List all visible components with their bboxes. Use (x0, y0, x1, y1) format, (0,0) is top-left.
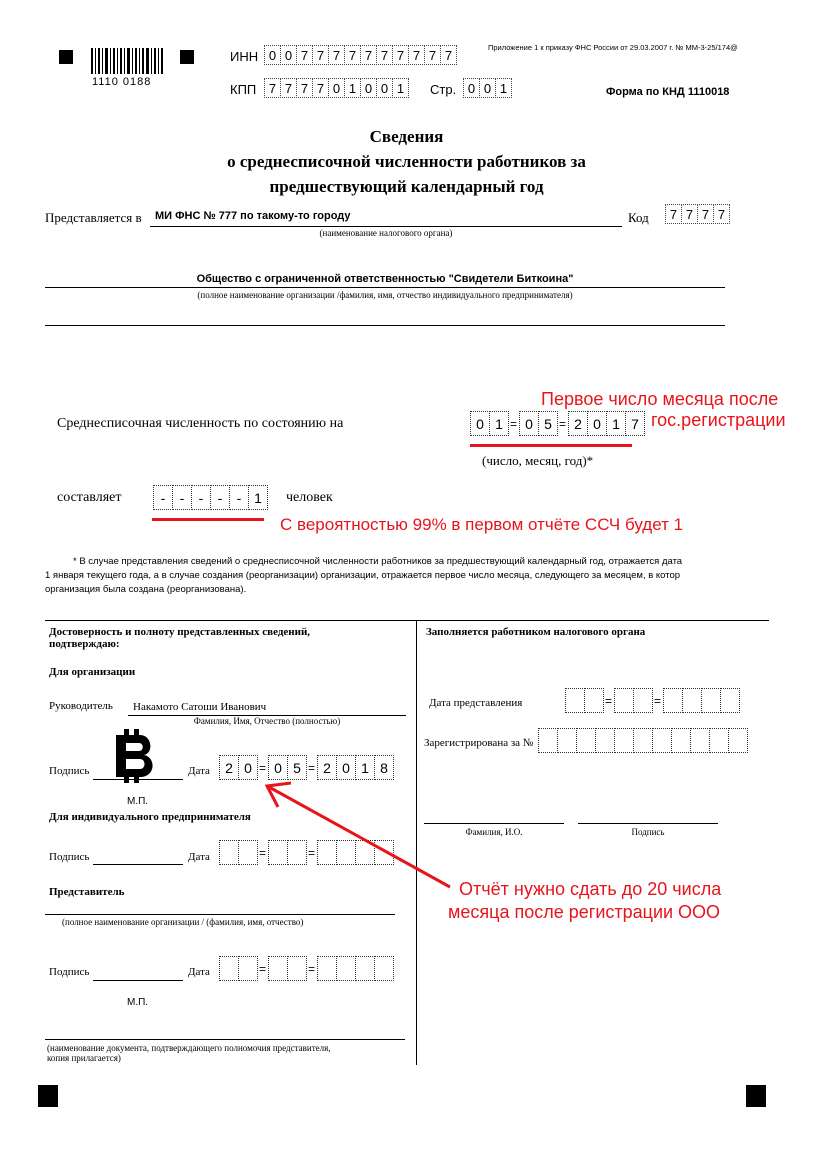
organization-second-line (45, 325, 725, 326)
inn-digit-cell: 7 (296, 45, 313, 65)
headcount-date-caption: (число, месяц, год)* (482, 453, 594, 468)
document-underline (45, 1039, 405, 1040)
submission-date-cell[interactable] (720, 688, 740, 713)
organization-caption: (полное наименование организации /фамилия, имя, отчество индивидуального предпринимателя) (197, 290, 573, 300)
authority-caption: (наименование налогового органа) (319, 228, 453, 238)
date-separator: = (654, 693, 662, 708)
inn-label: ИНН (230, 49, 259, 64)
inn-digit-cell: 7 (360, 45, 377, 65)
barcode-number: 1110 0188 (92, 76, 152, 88)
inn-digit-cell: 7 (440, 45, 457, 65)
inn-digit-cell: 0 (280, 45, 297, 65)
submission-date-cell[interactable] (682, 688, 702, 713)
code-digit-cell: 7 (665, 204, 682, 224)
form-code: Форма по КНД 1110018 (606, 86, 730, 98)
representative-date-cells[interactable] (219, 956, 393, 981)
headcount-date-cells (470, 411, 644, 436)
entrepreneur-date-cell[interactable] (219, 840, 239, 865)
org-date-digit: 0 (336, 755, 356, 780)
organization-underline (45, 287, 725, 288)
kpp-digit-cell: 1 (344, 78, 361, 98)
barcode-bars (89, 46, 167, 78)
document-caption-line1: (наименование документа, подтверждающего полномочия представителя, (47, 1043, 331, 1053)
annotation-first-day-line2: гос.регистрации (651, 410, 786, 430)
inn-cells (264, 45, 456, 65)
representative-heading: Представитель (49, 886, 125, 898)
inn-digit-cell: 7 (312, 45, 329, 65)
date-separator: = (308, 760, 316, 775)
registered-number-cell[interactable] (652, 728, 672, 753)
fio-caption: Фамилия, Имя, Отчество (полностью) (193, 716, 341, 726)
representative-date-cell[interactable] (287, 956, 307, 981)
kpp-cells (264, 78, 408, 98)
corner-marker-bottom-left (38, 1085, 58, 1107)
annotation-date-underline (470, 444, 632, 447)
inn-digit-cell: 7 (424, 45, 441, 65)
registered-number-cell[interactable] (633, 728, 653, 753)
headcount-date-digit: 7 (625, 411, 645, 436)
headcount-amount-cells (153, 485, 267, 510)
authority-code-cells (665, 204, 729, 224)
tax-fio-label: Фамилия, И.О. (465, 827, 523, 837)
inn-digit-cell: 7 (408, 45, 425, 65)
registered-number-cell[interactable] (690, 728, 710, 753)
org-date-digit: 0 (238, 755, 258, 780)
page-label: Стр. (430, 82, 457, 97)
kpp-digit-cell: 1 (392, 78, 409, 98)
org-date-digit: 2 (219, 755, 239, 780)
authority-prefix: Представляется в (45, 210, 142, 225)
entrepreneur-heading: Для индивидуального предпринимателя (49, 811, 251, 823)
org-signature-label: Подпись (49, 765, 90, 777)
date-separator: = (259, 845, 267, 860)
entrepreneur-date-label: Дата (188, 851, 210, 863)
submission-date-cell[interactable] (614, 688, 634, 713)
date-separator: = (259, 961, 267, 976)
headcount-amount-digit: - (229, 485, 249, 510)
headcount-date-digit: 1 (606, 411, 626, 436)
organization-name: Общество с ограниченной ответственностью "Свидетели Биткоина" (196, 273, 574, 285)
submission-date-cells[interactable] (565, 688, 739, 713)
headcount-date-digit: 5 (538, 411, 558, 436)
representative-date-cell[interactable] (374, 956, 394, 981)
corner-marker-bottom-right (746, 1085, 766, 1107)
tax-signature-line (578, 823, 718, 824)
registered-number-cell[interactable] (614, 728, 634, 753)
headcount-date-digit: 0 (587, 411, 607, 436)
org-date-digit: 2 (317, 755, 337, 780)
head-name: Накамото Сатоши Иванович (133, 701, 267, 713)
title-line1: Сведения (369, 127, 444, 146)
authority-code-label: Код (628, 210, 649, 225)
org-date-digit: 0 (268, 755, 288, 780)
submission-date-cell[interactable] (565, 688, 585, 713)
code-digit-cell: 7 (713, 204, 730, 224)
representative-caption: (полное наименование организации / (фамилия, имя, отчество) (62, 917, 304, 927)
inn-digit-cell: 7 (344, 45, 361, 65)
footnote-line3: организация была создана (реорганизована). (45, 584, 247, 595)
annotation-probability: С вероятностью 99% в первом отчёте ССЧ будет 1 (280, 515, 684, 534)
registered-number-cell[interactable] (576, 728, 596, 753)
representative-date-cell[interactable] (317, 956, 337, 981)
inn-digit-cell: 7 (392, 45, 409, 65)
registered-number-cells[interactable] (538, 728, 747, 753)
code-digit-cell: 7 (681, 204, 698, 224)
entrepreneur-signature-label: Подпись (49, 851, 90, 863)
title-line3: предшествующий календарный год (269, 177, 544, 196)
confirm-heading-line2: подтверждаю: (49, 638, 120, 650)
kpp-digit-cell: 0 (360, 78, 377, 98)
registered-label: Зарегистрирована за № (424, 737, 534, 749)
page-digit-cell: 1 (495, 78, 512, 98)
headcount-date-digit: 0 (470, 411, 490, 436)
representative-stamp-label: М.П. (127, 997, 149, 1008)
headcount-date-digit: 1 (489, 411, 509, 436)
annotation-deadline-line1: Отчёт нужно сдать до 20 числа (459, 879, 722, 899)
footnote-line1: * В случае представления сведений о среднесписочной численности работников за предшествующий календарный год, отражается дата (73, 556, 683, 567)
representative-signature-line (93, 980, 183, 981)
headcount-amount-digit: - (210, 485, 230, 510)
kpp-digit-cell: 0 (376, 78, 393, 98)
code-digit-cell: 7 (697, 204, 714, 224)
page-cells (463, 78, 511, 98)
submission-date-cell[interactable] (584, 688, 604, 713)
representative-date-cell[interactable] (219, 956, 239, 981)
registered-number-cell[interactable] (538, 728, 558, 753)
representative-underline (45, 914, 395, 915)
registered-number-cell[interactable] (709, 728, 729, 753)
representative-date-cell[interactable] (336, 956, 356, 981)
headcount-amount-digit: - (153, 485, 173, 510)
headcount-amount-suffix: человек (286, 490, 333, 505)
kpp-digit-cell: 7 (264, 78, 281, 98)
kpp-digit-cell: 7 (312, 78, 329, 98)
confirm-heading-line1: Достоверность и полноту представленных сведений, (49, 626, 311, 638)
headcount-amount-digit: - (191, 485, 211, 510)
head-label: Руководитель (49, 700, 113, 712)
barcode (89, 46, 167, 78)
org-date-digit: 1 (355, 755, 375, 780)
headcount-date-digit: 0 (519, 411, 539, 436)
deadline-arrow (255, 775, 455, 895)
corner-marker-top-left (59, 50, 73, 64)
date-separator: = (308, 845, 316, 860)
footnote-line2: 1 января текущего года, а в случае создания (реорганизации) организации, отражается первое число месяца, следующего за месяцем, в котор (45, 570, 681, 581)
representative-date-cell[interactable] (238, 956, 258, 981)
registered-number-cell[interactable] (557, 728, 577, 753)
kpp-digit-cell: 0 (328, 78, 345, 98)
headcount-amount-digit: - (172, 485, 192, 510)
headcount-date-digit: 2 (568, 411, 588, 436)
tax-office-heading: Заполняется работником налогового органа (426, 626, 646, 638)
representative-date-cell[interactable] (355, 956, 375, 981)
page-digit-cell: 0 (463, 78, 480, 98)
org-heading: Для организации (49, 666, 136, 678)
headcount-amount-digit: 1 (248, 485, 268, 510)
document-caption-line2: копия прилагается) (47, 1053, 121, 1063)
annotation-deadline-line2: месяца после регистрации ООО (448, 902, 721, 922)
org-date-digit: 8 (374, 755, 394, 780)
date-separator: = (308, 961, 316, 976)
org-stamp-label: М.П. (127, 796, 149, 807)
org-date-label: Дата (188, 765, 210, 777)
entrepreneur-signature-line (93, 864, 183, 865)
registered-number-cell[interactable] (595, 728, 615, 753)
representative-signature-label: Подпись (49, 966, 90, 978)
submission-date-cell[interactable] (701, 688, 721, 713)
org-date-digit: 5 (287, 755, 307, 780)
authority-underline (150, 226, 622, 227)
inn-digit-cell: 0 (264, 45, 281, 65)
inn-digit-cell: 7 (376, 45, 393, 65)
submission-date-label: Дата представления (429, 697, 523, 709)
corner-marker-top-right (180, 50, 194, 64)
representative-date-label: Дата (188, 966, 210, 978)
annotation-first-day-line1: Первое число месяца после (541, 389, 779, 409)
tax-signature-label: Подпись (631, 827, 665, 837)
bitcoin-signature-icon (112, 729, 158, 783)
kpp-label: КПП (230, 82, 257, 97)
submission-date-cell[interactable] (663, 688, 683, 713)
kpp-digit-cell: 7 (296, 78, 313, 98)
annotation-amount-underline (152, 518, 264, 521)
date-separator: = (510, 416, 518, 431)
representative-date-cell[interactable] (268, 956, 288, 981)
date-separator: = (259, 760, 267, 775)
date-separator: = (559, 416, 567, 431)
bottom-section-top-border (45, 620, 769, 621)
headcount-date-label: Среднесписочная численность по состоянию на (57, 416, 344, 431)
submission-date-cell[interactable] (633, 688, 653, 713)
authority-value: МИ ФНС № 777 по такому-то городу (155, 210, 351, 222)
kpp-digit-cell: 7 (280, 78, 297, 98)
title-line2: о среднесписочной численности работников за (227, 152, 586, 171)
headcount-amount-prefix: составляет (57, 490, 122, 505)
registered-number-cell[interactable] (671, 728, 691, 753)
date-separator: = (605, 693, 613, 708)
registered-number-cell[interactable] (728, 728, 748, 753)
inn-digit-cell: 7 (328, 45, 345, 65)
appendix-note: Приложение 1 к приказу ФНС России от 29.03.2007 г. № ММ-3-25/174@ (488, 43, 738, 52)
page-digit-cell: 0 (479, 78, 496, 98)
